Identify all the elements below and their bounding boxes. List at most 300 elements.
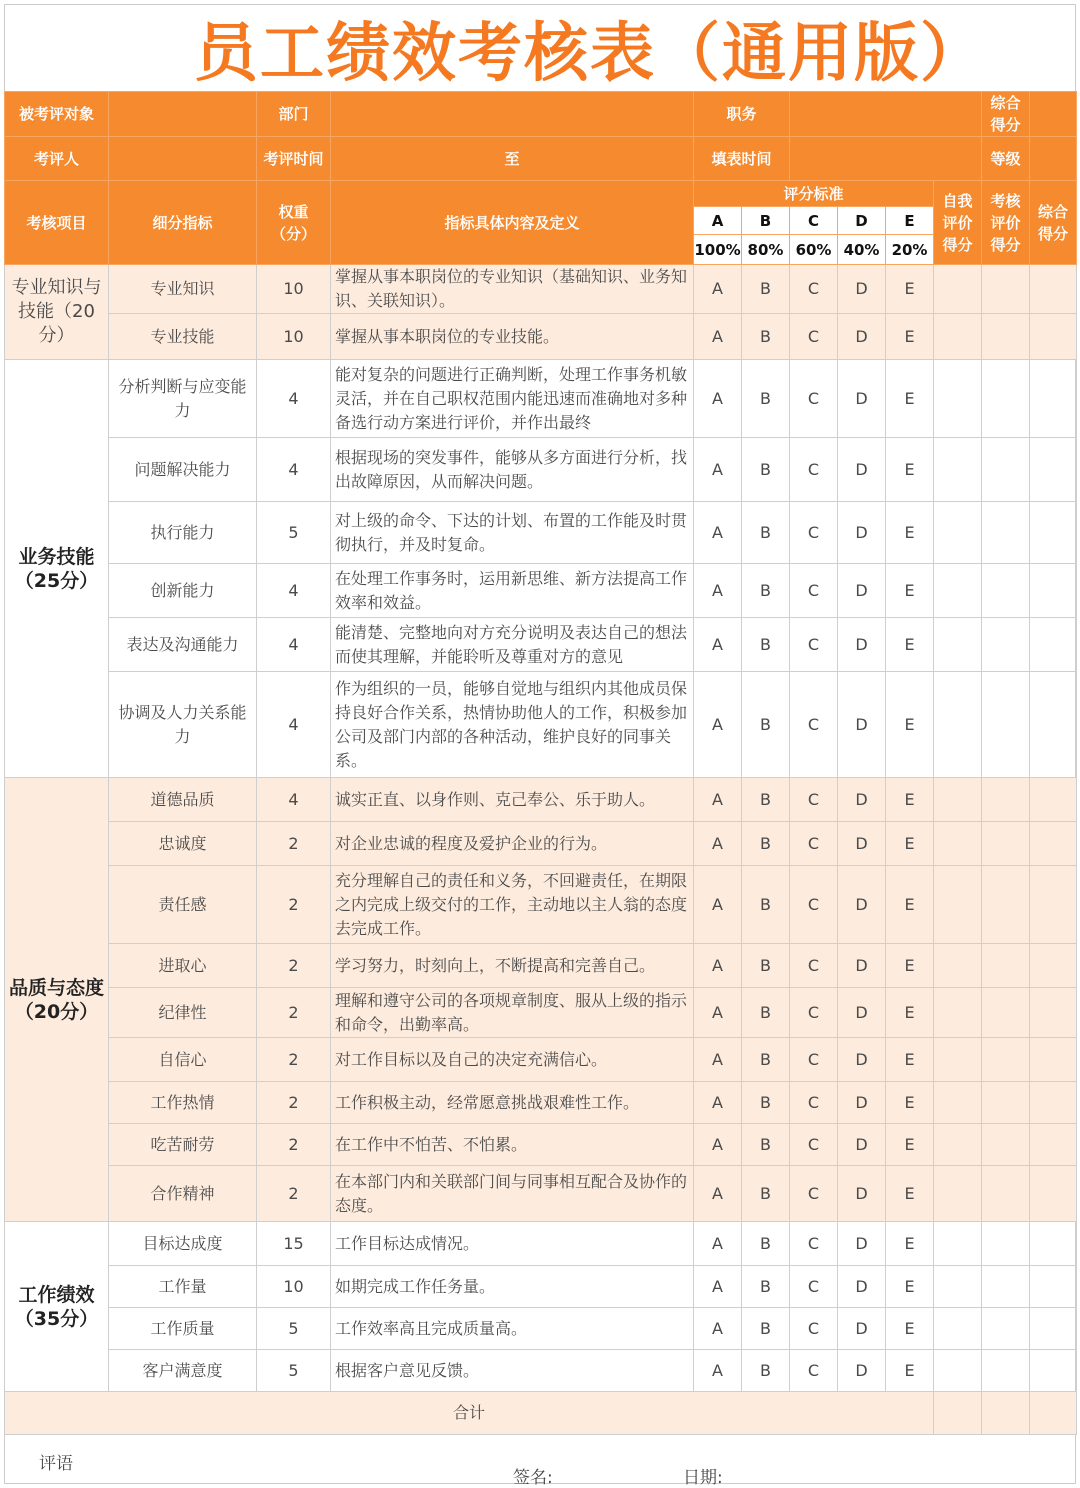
grade-option[interactable]: E	[886, 265, 934, 314]
sub-indicator-name: 目标达成度	[109, 1222, 257, 1266]
sub-indicator-name: 忠诚度	[109, 822, 257, 866]
subject-label: 被考评对象	[5, 92, 109, 137]
table-row	[5, 1266, 1077, 1308]
grade-option[interactable]: D	[838, 944, 886, 988]
grade-option[interactable]: D	[838, 1082, 886, 1124]
grade-option[interactable]: E	[886, 778, 934, 822]
table-row	[5, 822, 1077, 866]
appraisal-table	[4, 91, 1077, 1435]
grade-option[interactable]: E	[886, 822, 934, 866]
grade-option[interactable]: D	[838, 1166, 886, 1222]
total-score-cell[interactable]	[1030, 564, 1077, 618]
review-score-cell[interactable]	[982, 1166, 1030, 1222]
grade-option[interactable]: E	[886, 672, 934, 778]
weight-value: 5	[257, 1350, 331, 1392]
grade-option[interactable]: B	[742, 502, 790, 564]
grade-option[interactable]: C	[790, 672, 838, 778]
grade-option[interactable]: E	[886, 1350, 934, 1392]
grade-option[interactable]: C	[790, 1222, 838, 1266]
grade-option[interactable]: D	[838, 778, 886, 822]
category-cell: 品质与态度（20分）	[5, 778, 109, 1222]
grade-option[interactable]: A	[694, 1082, 742, 1124]
grade-option[interactable]: C	[790, 1266, 838, 1308]
grade-option[interactable]: E	[886, 988, 934, 1038]
definition-text: 对上级的命令、下达的计划、布置的工作能及时贯彻执行，并及时复命。	[331, 502, 694, 564]
grade-option[interactable]: A	[694, 1166, 742, 1222]
total-score-cell[interactable]	[1030, 822, 1077, 866]
grade-option[interactable]: D	[838, 438, 886, 502]
definition-text: 作为组织的一员，能够自觉地与组织内其他成员保持良好合作关系，热情协助他人的工作，积极参加公司及部门内部的各种活动，维护良好的同事关系。	[331, 672, 694, 778]
weight-value: 2	[257, 944, 331, 988]
review-score-col-header: 考核评价得分	[982, 181, 1030, 265]
reviewer-value[interactable]	[109, 137, 257, 181]
self-score-cell[interactable]	[934, 988, 982, 1038]
weight-value: 2	[257, 1124, 331, 1166]
definition-text: 理解和遵守公司的各项规章制度、服从上级的指示和命令，出勤率高。	[331, 988, 694, 1038]
sub-indicator-name: 执行能力	[109, 502, 257, 564]
table-row	[5, 778, 1077, 822]
definition-text: 在本部门内和关联部门间与同事相互配合及协作的态度。	[331, 1166, 694, 1222]
self-score-cell[interactable]	[934, 1222, 982, 1266]
total-score-cell[interactable]	[1030, 672, 1077, 778]
sub-indicator-name: 工作质量	[109, 1308, 257, 1350]
table-row	[5, 1082, 1077, 1124]
grade-option[interactable]: E	[886, 1124, 934, 1166]
grade-option[interactable]: A	[694, 618, 742, 672]
grade-option[interactable]: E	[886, 1266, 934, 1308]
overall-score-label: 综合得分	[982, 92, 1030, 137]
sub-indicator-name: 合作精神	[109, 1166, 257, 1222]
weight-value: 2	[257, 822, 331, 866]
table-row	[5, 672, 1077, 778]
total-score-cell[interactable]	[1030, 988, 1077, 1038]
total-score-cell[interactable]	[1030, 1222, 1077, 1266]
definition-text: 能清楚、完整地向对方充分说明及表达自己的想法而使其理解，并能聆听及尊重对方的意见	[331, 618, 694, 672]
sub-indicator-name: 道德品质	[109, 778, 257, 822]
self-score-cell[interactable]	[934, 1266, 982, 1308]
self-score-cell[interactable]	[934, 438, 982, 502]
table-row	[5, 1350, 1077, 1392]
fill-date-label: 填表时间	[694, 137, 790, 181]
department-value[interactable]	[331, 92, 694, 137]
total-score-cell[interactable]	[1030, 618, 1077, 672]
total-score-col-header: 综合得分	[1030, 181, 1077, 265]
sub-indicator-name: 协调及人力关系能力	[109, 672, 257, 778]
subject-value[interactable]	[109, 92, 257, 137]
grade-option[interactable]: E	[886, 502, 934, 564]
total-row	[5, 1392, 1077, 1435]
grade-option[interactable]: C	[790, 944, 838, 988]
self-score-cell[interactable]	[934, 1124, 982, 1166]
weight-value: 4	[257, 360, 331, 438]
signature-label[interactable]: 签名:	[513, 1468, 553, 1488]
header-row-2	[5, 137, 1077, 181]
grade-option[interactable]: D	[838, 822, 886, 866]
grade-option[interactable]: B	[742, 265, 790, 314]
review-score-cell[interactable]	[982, 1350, 1030, 1392]
weight-value: 2	[257, 988, 331, 1038]
grade-option[interactable]: D	[838, 564, 886, 618]
table-row	[5, 1308, 1077, 1350]
weight-value: 5	[257, 502, 331, 564]
header-row-1	[5, 92, 1077, 137]
grade-percent: 20%	[886, 235, 934, 265]
grade-option[interactable]: D	[838, 360, 886, 438]
table-row	[5, 988, 1077, 1038]
total-score-cell[interactable]	[1030, 1124, 1077, 1166]
definition-text: 根据客户意见反馈。	[331, 1350, 694, 1392]
weight-value: 15	[257, 1222, 331, 1266]
grade-option[interactable]: C	[790, 502, 838, 564]
definition-text: 掌握从事本职岗位的专业知识（基础知识、业务知识、关联知识）。	[331, 265, 694, 314]
grade-option[interactable]: C	[790, 438, 838, 502]
weight-value: 5	[257, 1308, 331, 1350]
table-row	[5, 502, 1077, 564]
category-cell: 工作绩效（35分）	[5, 1222, 109, 1392]
total-self-score[interactable]	[934, 1392, 982, 1435]
grade-option[interactable]: A	[694, 1308, 742, 1350]
definition-text: 对企业忠诚的程度及爱护企业的行为。	[331, 822, 694, 866]
grade-option[interactable]: D	[838, 314, 886, 360]
sub-indicator-name: 表达及沟通能力	[109, 618, 257, 672]
definition-text: 如期完成工作任务量。	[331, 1266, 694, 1308]
review-score-cell[interactable]	[982, 618, 1030, 672]
date-label[interactable]: 日期:	[683, 1468, 723, 1488]
grade-percent: 80%	[742, 235, 790, 265]
grade-option[interactable]: D	[838, 618, 886, 672]
self-score-cell[interactable]	[934, 778, 982, 822]
total-score-cell[interactable]	[1030, 1082, 1077, 1124]
grade-option[interactable]: A	[694, 1222, 742, 1266]
definition-col-header: 指标具体内容及定义	[331, 181, 694, 265]
total-score-cell[interactable]	[1030, 1038, 1077, 1082]
sub-indicator-col-header: 细分指标	[109, 181, 257, 265]
total-review-score[interactable]	[982, 1392, 1030, 1435]
grade-option[interactable]: A	[694, 1350, 742, 1392]
grade-option[interactable]: C	[790, 1082, 838, 1124]
weight-value: 4	[257, 618, 331, 672]
definition-text: 工作目标达成情况。	[331, 1222, 694, 1266]
grade-option[interactable]: C	[790, 1166, 838, 1222]
definition-text: 根据现场的突发事件，能够从多方面进行分析，找出故障原因，从而解决问题。	[331, 438, 694, 502]
grade-value[interactable]	[1030, 137, 1077, 181]
total-overall-score[interactable]	[1030, 1392, 1077, 1435]
review-score-cell[interactable]	[982, 1082, 1030, 1124]
sub-indicator-name: 客户满意度	[109, 1350, 257, 1392]
grade-option[interactable]: D	[838, 1038, 886, 1082]
total-score-cell[interactable]	[1030, 1166, 1077, 1222]
grade-option[interactable]: C	[790, 564, 838, 618]
grade-percent: 100%	[694, 235, 742, 265]
grade-option[interactable]: C	[790, 265, 838, 314]
table-row	[5, 1124, 1077, 1166]
total-score-cell[interactable]	[1030, 265, 1077, 314]
grade-option[interactable]: A	[694, 1124, 742, 1166]
grade-option[interactable]: A	[694, 944, 742, 988]
grade-option[interactable]: A	[694, 502, 742, 564]
definition-text: 工作效率高且完成质量高。	[331, 1308, 694, 1350]
definition-text: 掌握从事本职岗位的专业技能。	[331, 314, 694, 360]
grade-option[interactable]: E	[886, 1222, 934, 1266]
grade-option[interactable]: B	[742, 1308, 790, 1350]
grade-option[interactable]: B	[742, 564, 790, 618]
grade-option[interactable]: A	[694, 1038, 742, 1082]
review-score-cell[interactable]	[982, 438, 1030, 502]
grade-option[interactable]: A	[694, 265, 742, 314]
self-score-cell[interactable]	[934, 944, 982, 988]
grade-option[interactable]: B	[742, 1266, 790, 1308]
grade-option[interactable]: C	[790, 778, 838, 822]
grade-option[interactable]: D	[838, 1222, 886, 1266]
table-row	[5, 1038, 1077, 1082]
review-score-cell[interactable]	[982, 1124, 1030, 1166]
grade-percent: 40%	[838, 235, 886, 265]
self-score-cell[interactable]	[934, 564, 982, 618]
grade-option[interactable]: B	[742, 1350, 790, 1392]
review-score-cell[interactable]	[982, 944, 1030, 988]
review-score-cell[interactable]	[982, 778, 1030, 822]
grade-option[interactable]: C	[790, 618, 838, 672]
grade-option[interactable]: B	[742, 1166, 790, 1222]
grade-option[interactable]: E	[886, 1038, 934, 1082]
grade-option[interactable]: E	[886, 1082, 934, 1124]
grade-option[interactable]: C	[790, 988, 838, 1038]
grade-option[interactable]: B	[742, 944, 790, 988]
overall-score-value[interactable]	[1030, 92, 1077, 137]
grade-option[interactable]: D	[838, 988, 886, 1038]
grade-option[interactable]: A	[694, 438, 742, 502]
total-score-cell[interactable]	[1030, 438, 1077, 502]
self-score-cell[interactable]	[934, 360, 982, 438]
review-score-cell[interactable]	[982, 988, 1030, 1038]
grade-option[interactable]: C	[790, 1038, 838, 1082]
grade-option[interactable]: E	[886, 618, 934, 672]
grade-option[interactable]: A	[694, 564, 742, 618]
grade-option[interactable]: B	[742, 360, 790, 438]
grade-option[interactable]: B	[742, 866, 790, 944]
grade-option[interactable]: E	[886, 1308, 934, 1350]
sub-indicator-name: 分析判断与应变能力	[109, 360, 257, 438]
self-score-cell[interactable]	[934, 1082, 982, 1124]
header-row-3	[5, 181, 1077, 207]
grade-letter: D	[838, 207, 886, 235]
grade-letter: C	[790, 207, 838, 235]
grade-option[interactable]: B	[742, 1082, 790, 1124]
grade-option[interactable]: E	[886, 360, 934, 438]
weight-value: 2	[257, 1166, 331, 1222]
category-cell: 专业知识与技能（20分）	[5, 265, 109, 360]
weight-value: 4	[257, 778, 331, 822]
weight-value: 10	[257, 1266, 331, 1308]
sub-indicator-name: 专业知识	[109, 265, 257, 314]
sub-indicator-name: 专业技能	[109, 314, 257, 360]
total-score-cell[interactable]	[1030, 1350, 1077, 1392]
total-score-cell[interactable]	[1030, 1266, 1077, 1308]
self-score-cell[interactable]	[934, 1308, 982, 1350]
grade-option[interactable]: E	[886, 564, 934, 618]
position-label: 职务	[694, 92, 790, 137]
grade-option[interactable]: B	[742, 988, 790, 1038]
self-score-cell[interactable]	[934, 502, 982, 564]
period-to-label: 至	[331, 137, 694, 181]
grade-option[interactable]: B	[742, 1222, 790, 1266]
review-period-label: 考评时间	[257, 137, 331, 181]
self-score-cell[interactable]	[934, 1350, 982, 1392]
comment-row	[5, 1435, 1075, 1488]
total-score-cell[interactable]	[1030, 944, 1077, 988]
grade-letter: B	[742, 207, 790, 235]
definition-text: 诚实正直、以身作则、克己奉公、乐于助人。	[331, 778, 694, 822]
grade-option[interactable]: C	[790, 314, 838, 360]
sub-indicator-name: 工作热情	[109, 1082, 257, 1124]
definition-text: 在处理工作事务时，运用新思维、新方法提高工作效率和效益。	[331, 564, 694, 618]
grade-option[interactable]: D	[838, 1266, 886, 1308]
department-label: 部门	[257, 92, 331, 137]
table-row	[5, 1166, 1077, 1222]
standard-col-header: 评分标准	[694, 181, 934, 207]
self-score-cell[interactable]	[934, 866, 982, 944]
weight-value: 4	[257, 438, 331, 502]
weight-col-header: 权重（分）	[257, 181, 331, 265]
grade-option[interactable]: B	[742, 1124, 790, 1166]
sub-indicator-name: 吃苦耐劳	[109, 1124, 257, 1166]
grade-option[interactable]: A	[694, 672, 742, 778]
review-score-cell[interactable]	[982, 360, 1030, 438]
review-score-cell[interactable]	[982, 1222, 1030, 1266]
self-score-cell[interactable]	[934, 1166, 982, 1222]
table-row	[5, 564, 1077, 618]
grade-option[interactable]: B	[742, 822, 790, 866]
grade-option[interactable]: B	[742, 438, 790, 502]
grade-percent: 60%	[790, 235, 838, 265]
self-score-cell[interactable]	[934, 265, 982, 314]
reviewer-label: 考评人	[5, 137, 109, 181]
self-score-cell[interactable]	[934, 1038, 982, 1082]
grade-option[interactable]: D	[838, 265, 886, 314]
review-score-cell[interactable]	[982, 866, 1030, 944]
grade-option[interactable]: B	[742, 778, 790, 822]
sub-indicator-name: 进取心	[109, 944, 257, 988]
sub-indicator-name: 创新能力	[109, 564, 257, 618]
weight-value: 10	[257, 265, 331, 314]
grade-option[interactable]: B	[742, 314, 790, 360]
grade-label: 等级	[982, 137, 1030, 181]
grade-option[interactable]: E	[886, 944, 934, 988]
weight-value: 2	[257, 866, 331, 944]
form-title: 员工绩效考核表（通用版）	[194, 17, 986, 91]
grade-option[interactable]: A	[694, 314, 742, 360]
grade-letter: E	[886, 207, 934, 235]
fill-date-value[interactable]	[790, 137, 982, 181]
definition-text: 对工作目标以及自己的决定充满信心。	[331, 1038, 694, 1082]
weight-value: 4	[257, 672, 331, 778]
comment-label: 评语	[39, 1454, 73, 1474]
grade-option[interactable]: C	[790, 360, 838, 438]
self-score-cell[interactable]	[934, 314, 982, 360]
table-row	[5, 360, 1077, 438]
table-row	[5, 944, 1077, 988]
grade-option[interactable]: D	[838, 866, 886, 944]
total-label: 合计	[5, 1392, 934, 1435]
grade-option[interactable]: A	[694, 866, 742, 944]
total-score-cell[interactable]	[1030, 778, 1077, 822]
total-score-cell[interactable]	[1030, 502, 1077, 564]
item-col-header: 考核项目	[5, 181, 109, 265]
grade-option[interactable]: D	[838, 672, 886, 778]
table-row	[5, 438, 1077, 502]
review-score-cell[interactable]	[982, 314, 1030, 360]
category-cell: 业务技能（25分）	[5, 360, 109, 778]
weight-value: 2	[257, 1038, 331, 1082]
grade-option[interactable]: D	[838, 1124, 886, 1166]
grade-option[interactable]: D	[838, 1308, 886, 1350]
grade-option[interactable]: B	[742, 1038, 790, 1082]
position-value[interactable]	[790, 92, 982, 137]
grade-option[interactable]: C	[790, 822, 838, 866]
table-row	[5, 618, 1077, 672]
review-score-cell[interactable]	[982, 564, 1030, 618]
review-score-cell[interactable]	[982, 1266, 1030, 1308]
grade-option[interactable]: E	[886, 1166, 934, 1222]
self-score-cell[interactable]	[934, 672, 982, 778]
total-score-cell[interactable]	[1030, 360, 1077, 438]
sub-indicator-name: 工作量	[109, 1266, 257, 1308]
grade-option[interactable]: C	[790, 866, 838, 944]
weight-value: 10	[257, 314, 331, 360]
definition-text: 在工作中不怕苦、不怕累。	[331, 1124, 694, 1166]
self-score-cell[interactable]	[934, 618, 982, 672]
definition-text: 能对复杂的问题进行正确判断，处理工作事务机敏灵活，并在自己职权范围内能迅速而准确地对多种备选行动方案进行评价，并作出最终	[331, 360, 694, 438]
grade-option[interactable]: C	[790, 1308, 838, 1350]
total-score-cell[interactable]	[1030, 314, 1077, 360]
appraisal-form	[4, 4, 1076, 1488]
review-score-cell[interactable]	[982, 1308, 1030, 1350]
grade-option[interactable]: A	[694, 360, 742, 438]
self-score-cell[interactable]	[934, 822, 982, 866]
sub-indicator-name: 自信心	[109, 1038, 257, 1082]
sub-indicator-name: 问题解决能力	[109, 438, 257, 502]
table-row	[5, 314, 1077, 360]
review-score-cell[interactable]	[982, 822, 1030, 866]
grade-option[interactable]: D	[838, 502, 886, 564]
grade-option[interactable]: B	[742, 618, 790, 672]
grade-option[interactable]: C	[790, 1124, 838, 1166]
review-score-cell[interactable]	[982, 502, 1030, 564]
total-score-cell[interactable]	[1030, 1308, 1077, 1350]
grade-option[interactable]: E	[886, 438, 934, 502]
review-score-cell[interactable]	[982, 672, 1030, 778]
self-score-col-header: 自我评价得分	[934, 181, 982, 265]
grade-option[interactable]: D	[838, 1350, 886, 1392]
review-score-cell[interactable]	[982, 265, 1030, 314]
total-score-cell[interactable]	[1030, 866, 1077, 944]
table-row	[5, 265, 1077, 314]
grade-option[interactable]: A	[694, 988, 742, 1038]
grade-letter: A	[694, 207, 742, 235]
grade-option[interactable]: E	[886, 866, 934, 944]
grade-option[interactable]: E	[886, 314, 934, 360]
grade-option[interactable]: B	[742, 672, 790, 778]
table-row	[5, 1222, 1077, 1266]
definition-text: 学习努力，时刻向上，不断提高和完善自己。	[331, 944, 694, 988]
grade-option[interactable]: C	[790, 1350, 838, 1392]
sub-indicator-name: 纪律性	[109, 988, 257, 1038]
grade-option[interactable]: A	[694, 1266, 742, 1308]
grade-option[interactable]: A	[694, 822, 742, 866]
definition-text: 工作积极主动，经常愿意挑战艰难性工作。	[331, 1082, 694, 1124]
grade-option[interactable]: A	[694, 778, 742, 822]
review-score-cell[interactable]	[982, 1038, 1030, 1082]
